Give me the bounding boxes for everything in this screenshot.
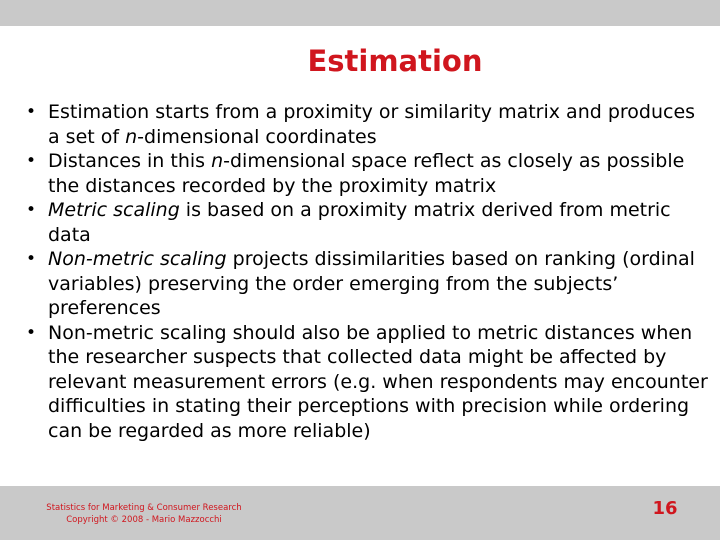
bullet-item xyxy=(48,198,708,247)
italic-term: n xyxy=(125,125,138,148)
top-band xyxy=(0,0,720,26)
page-number: 16 xyxy=(652,498,678,519)
bullet-text: projects dissimilarities based on ranking (ordinal variables) preserving the order emerging from the subjects’ preferences xyxy=(48,248,695,319)
bullet-item xyxy=(48,321,708,444)
bullet-list xyxy=(48,100,708,443)
slide-title: Estimation xyxy=(307,44,483,78)
bullet-item xyxy=(48,100,708,149)
bullet-text: -dimensional space reflect as closely as possible the distances recorded by the proximity matrix xyxy=(48,150,685,197)
bullet-text: Distances in this xyxy=(48,150,212,172)
footer-course-title: Statistics for Marketing & Consumer Research xyxy=(46,503,242,513)
italic-term: Metric scaling xyxy=(48,199,180,221)
footer-copyright: Copyright © 2008 - Mario Mazzocchi xyxy=(66,515,222,525)
footer-band xyxy=(0,486,720,540)
bullet-text: Non-metric scaling should also be applied to metric distances when the researcher suspects that collected data might be affected by relevant measurement errors (e.g. when respondents may encounter difficulties in stating their perceptions with precision while ordering can be regarded as more reliable) xyxy=(48,321,708,442)
bullet-text: -dimensional coordinates xyxy=(137,125,377,148)
footer-credits xyxy=(34,502,254,526)
bullet-text: Estimation starts from a proximity or similarity matrix and produces a set of xyxy=(48,101,696,148)
italic-term: Non-metric scaling xyxy=(48,248,227,270)
italic-term: n xyxy=(211,150,224,172)
bullet-item xyxy=(48,247,708,321)
bullet-text: is based on a proximity matrix derived from metric data xyxy=(48,199,671,246)
bullet-item xyxy=(48,149,708,198)
